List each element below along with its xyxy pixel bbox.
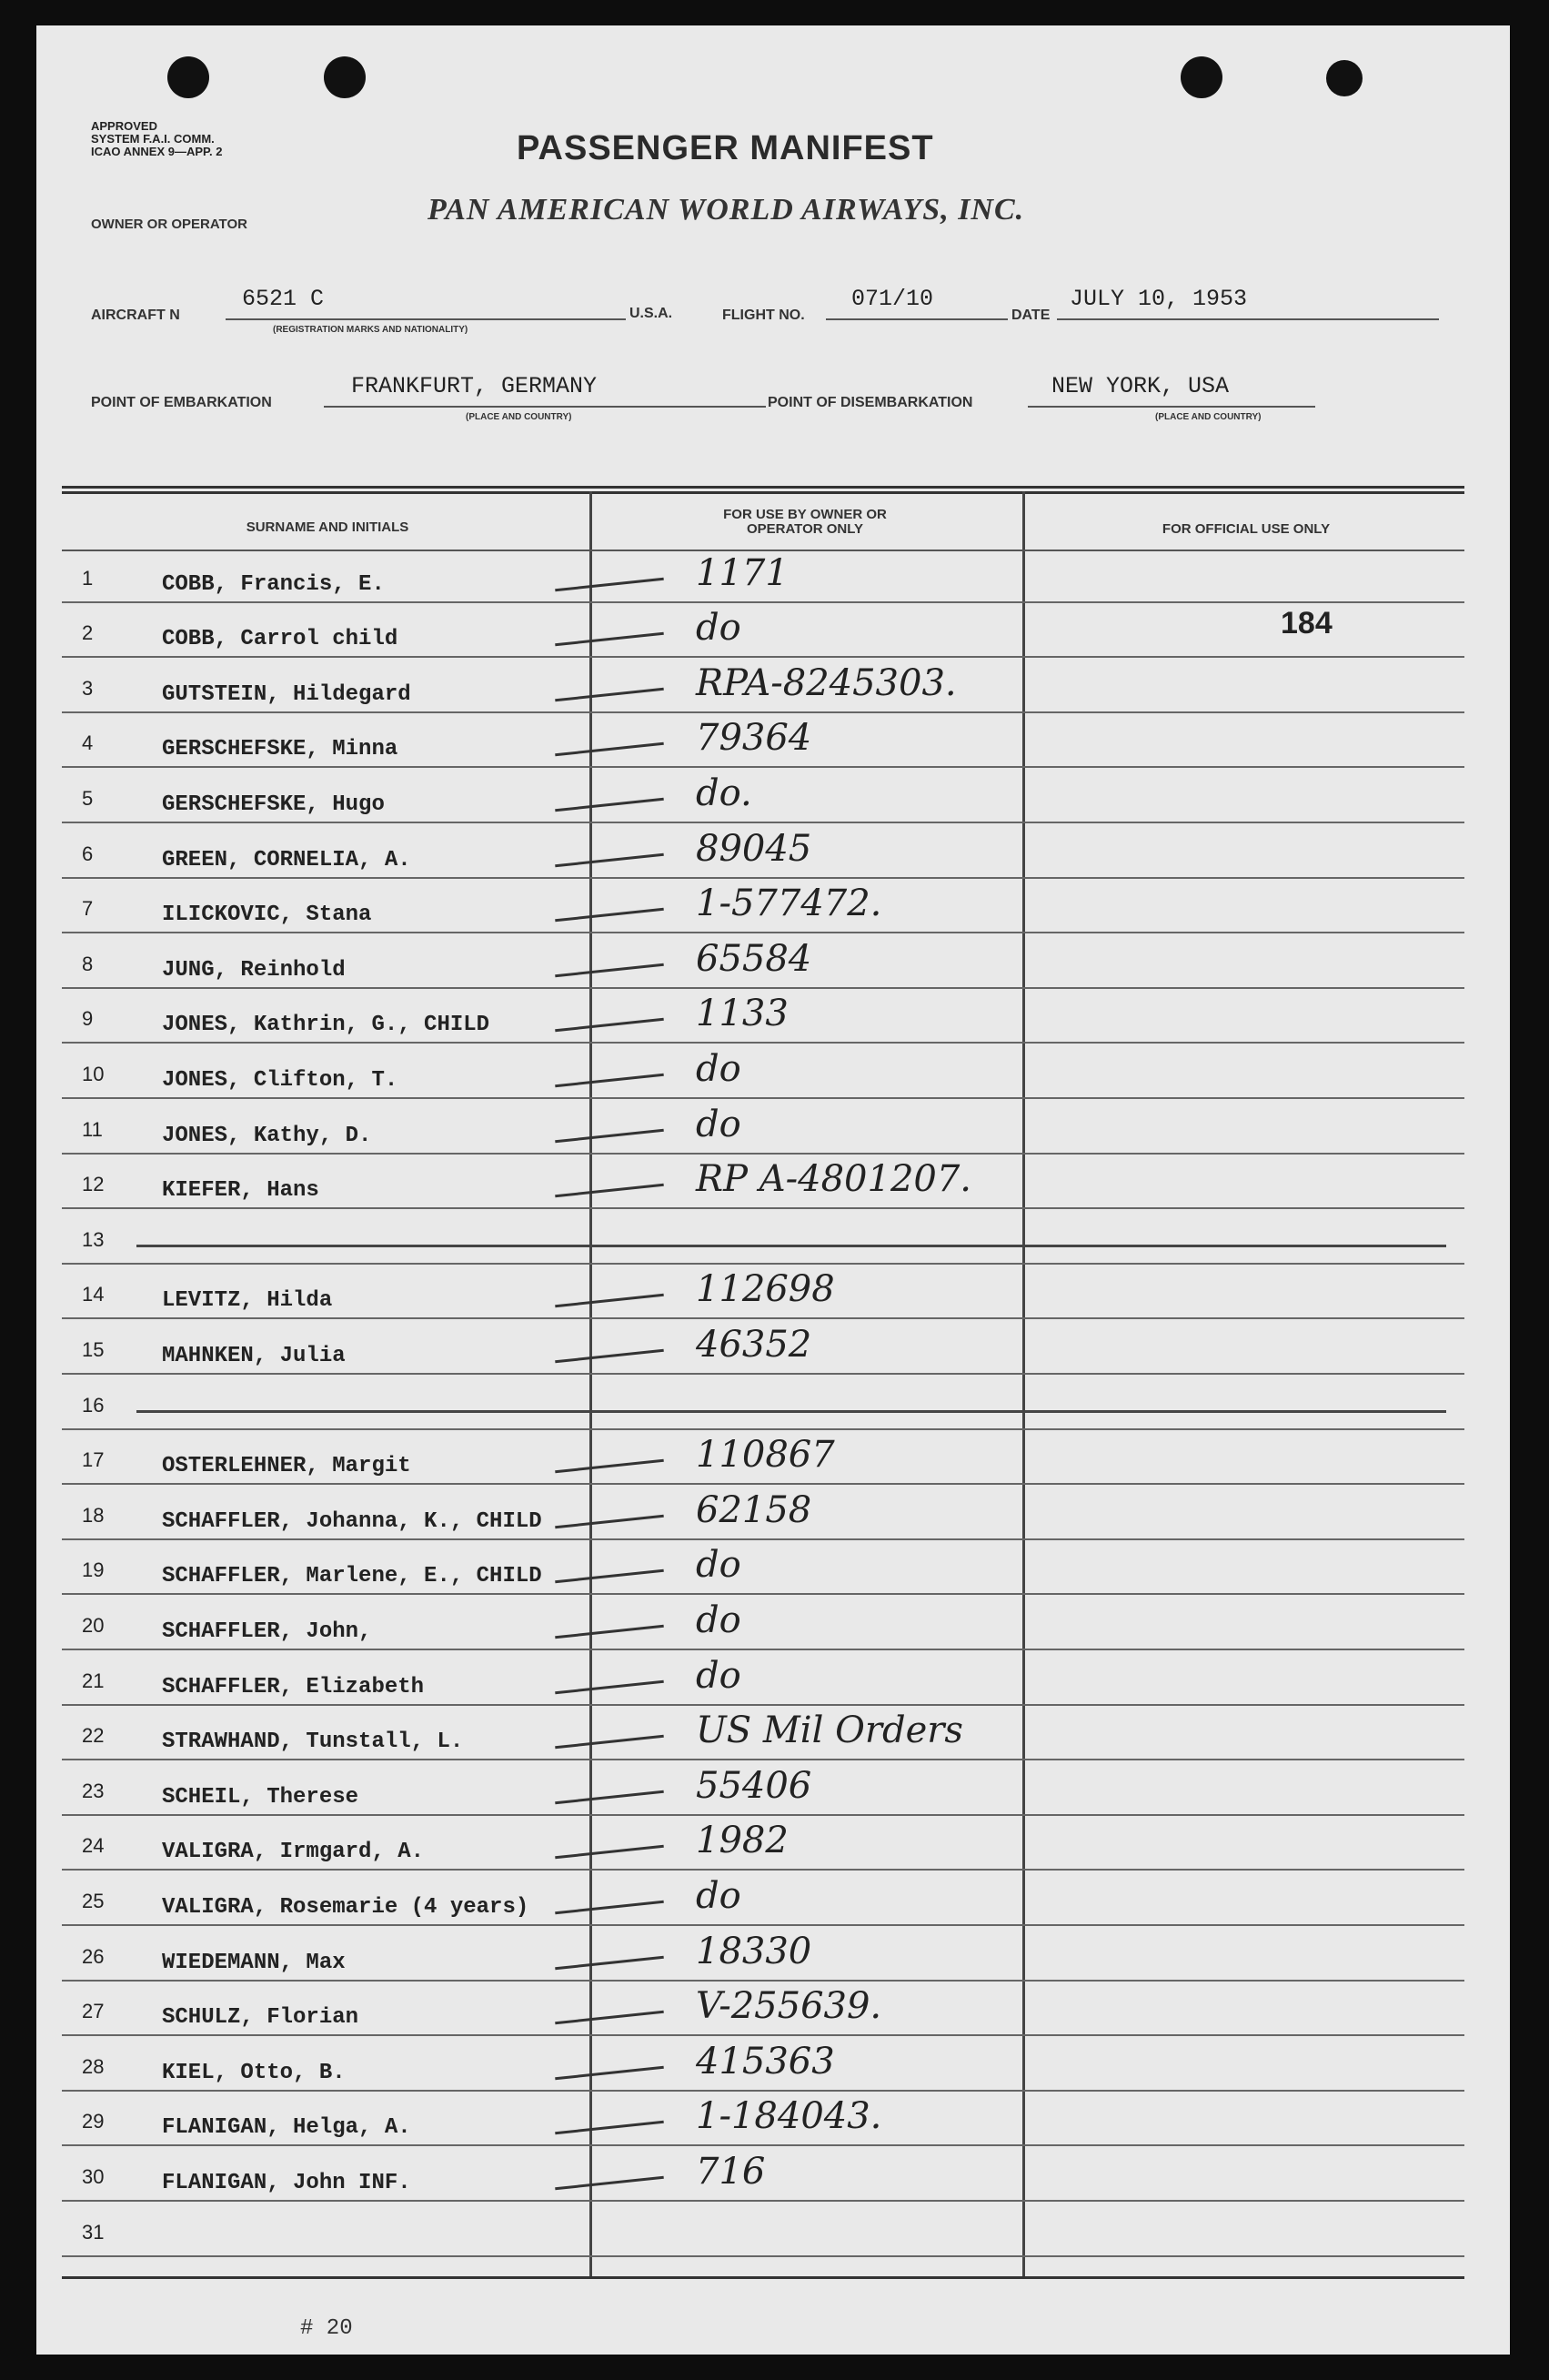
passenger-name: GREEN, CORNELIA, A. [162, 847, 411, 872]
passenger-name: GERSCHEFSKE, Hugo [162, 792, 385, 817]
table-top-rule-2 [62, 491, 1464, 494]
operator-note: RP A-4801207. [696, 1158, 972, 1201]
operator-note: 110867 [696, 1434, 835, 1477]
row-number: 4 [82, 731, 94, 755]
row-number: 1 [82, 566, 94, 590]
row-rule [62, 1924, 1464, 1926]
row-rule [62, 766, 1464, 768]
row-rule [62, 1483, 1464, 1485]
punch-hole [324, 56, 366, 98]
embarkation-sublabel: (PLACE AND COUNTRY) [466, 412, 572, 422]
operator-note: do [696, 1544, 741, 1587]
page-title: PASSENGER MANIFEST [517, 129, 934, 167]
row-number: 18 [82, 1503, 105, 1527]
row-number: 9 [82, 1007, 94, 1031]
date-value: JULY 10, 1953 [1070, 286, 1248, 312]
column-header-name: SURNAME AND INITIALS [246, 519, 409, 535]
row-rule [62, 1428, 1464, 1430]
row-rule [62, 1317, 1464, 1319]
embarkation-label: POINT OF EMBARKATION [91, 395, 272, 410]
country-label: U.S.A. [629, 306, 673, 321]
passenger-name: VALIGRA, Irmgard, A. [162, 1840, 425, 1865]
row-number: 27 [82, 2000, 105, 2023]
operator-note: 1-184043. [696, 2095, 882, 2138]
row-rule [62, 1263, 1464, 1265]
strike-line [136, 1245, 1446, 1247]
operator-note: 716 [696, 2151, 766, 2193]
row-rule [62, 2034, 1464, 2036]
row-rule [62, 877, 1464, 879]
row-rule [62, 656, 1464, 658]
flight-value: 071/10 [851, 286, 934, 312]
passenger-name: LEVITZ, Hilda [162, 1288, 333, 1314]
passenger-name: GUTSTEIN, Hildegard [162, 681, 411, 707]
row-rule [62, 2090, 1464, 2092]
passenger-name: STRAWHAND, Tunstall, L. [162, 1730, 464, 1755]
operator-note: 46352 [696, 1324, 812, 1366]
row-rule [62, 1649, 1464, 1650]
row-number: 11 [82, 1117, 103, 1141]
row-number: 17 [82, 1448, 105, 1472]
airline-name: PAN AMERICAN WORLD AIRWAYS, INC. [427, 193, 1025, 227]
disembarkation-value: NEW YORK, USA [1051, 373, 1230, 399]
operator-note: 65584 [696, 937, 812, 980]
punch-hole [167, 56, 209, 98]
operator-note: US Mil Orders [696, 1709, 963, 1752]
operator-note: 1171 [696, 551, 789, 594]
aircraft-value: 6521 C [242, 286, 325, 312]
page-number-note: # 20 [300, 2316, 353, 2341]
row-number: 19 [82, 1558, 105, 1582]
row-rule [62, 2255, 1464, 2257]
operator-note: 112698 [696, 1268, 835, 1311]
row-rule [62, 601, 1464, 603]
passenger-name: JONES, Kathy, D. [162, 1123, 372, 1148]
operator-note: 62158 [696, 1488, 812, 1531]
row-rule [62, 1869, 1464, 1871]
row-rule [62, 2144, 1464, 2146]
row-number: 12 [82, 1173, 105, 1196]
operator-note: 1982 [696, 1820, 789, 1862]
flight-underline [826, 318, 1008, 320]
column-header-official: FOR OFFICIAL USE ONLY [1162, 521, 1331, 537]
operator-note: 79364 [696, 717, 812, 760]
row-number: 3 [82, 676, 94, 700]
column-divider [1022, 491, 1025, 2279]
operator-note: do [696, 1654, 741, 1697]
disembarkation-label: POINT OF DISEMBARKATION [768, 395, 973, 410]
passenger-name: COBB, Francis, E. [162, 571, 385, 597]
row-number: 6 [82, 842, 94, 865]
operator-note: V-255639. [696, 1985, 882, 2028]
aircraft-sublabel: (REGISTRATION MARKS AND NATIONALITY) [273, 325, 468, 335]
row-number: 16 [82, 1393, 105, 1417]
date-label: DATE [1011, 308, 1051, 323]
strike-line [136, 1410, 1446, 1413]
operator-note: RPA-8245303. [696, 661, 957, 704]
row-number: 5 [82, 787, 94, 810]
embarkation-underline [324, 406, 766, 408]
passenger-name: KIEFER, Hans [162, 1178, 319, 1204]
owner-label: OWNER OR OPERATOR [91, 217, 247, 232]
passenger-name: FLANIGAN, Helga, A. [162, 2115, 411, 2141]
aircraft-underline [226, 318, 626, 320]
operator-note: do [696, 607, 741, 650]
row-number: 15 [82, 1338, 105, 1361]
row-number: 26 [82, 1944, 105, 1968]
column-header-owner: FOR USE BY OWNER OR OPERATOR ONLY [723, 507, 887, 537]
row-rule [62, 1373, 1464, 1375]
operator-note: do [696, 1103, 741, 1145]
passenger-name: VALIGRA, Rosemarie (4 years) [162, 1895, 529, 1920]
passenger-name: SCHAFFLER, Elizabeth [162, 1674, 425, 1699]
row-rule [62, 822, 1464, 823]
operator-note: 89045 [696, 827, 812, 870]
passenger-name: SCHULZ, Florian [162, 2005, 359, 2031]
row-number: 20 [82, 1614, 105, 1637]
official-note: 184 [1281, 606, 1333, 640]
row-number: 29 [82, 2110, 105, 2133]
row-rule [62, 1097, 1464, 1099]
date-underline [1057, 318, 1439, 320]
operator-note: do [696, 1599, 741, 1641]
row-rule [62, 1814, 1464, 1816]
row-rule [62, 711, 1464, 713]
punch-hole [1326, 60, 1363, 96]
operator-note: do. [696, 772, 752, 814]
row-number: 31 [82, 2220, 105, 2244]
punch-hole [1181, 56, 1222, 98]
row-rule [62, 1538, 1464, 1540]
table-top-rule [62, 486, 1464, 489]
passenger-name: FLANIGAN, John INF. [162, 2171, 411, 2195]
passenger-name: SCHAFFLER, Johanna, K., CHILD [162, 1508, 542, 1534]
operator-note: do [696, 1048, 741, 1090]
row-rule [62, 1207, 1464, 1209]
embarkation-value: FRANKFURT, GERMANY [351, 373, 598, 399]
flight-label: FLIGHT NO. [722, 308, 805, 323]
row-number: 24 [82, 1834, 105, 1858]
row-number: 22 [82, 1724, 105, 1748]
row-rule [62, 987, 1464, 989]
row-rule [62, 1759, 1464, 1760]
row-rule [62, 1593, 1464, 1595]
row-rule [62, 1704, 1464, 1706]
passenger-name: SCHEIL, Therese [162, 1784, 359, 1810]
passenger-name: JONES, Kathrin, G., CHILD [162, 1013, 490, 1038]
column-divider [589, 491, 592, 2279]
row-rule [62, 1153, 1464, 1155]
operator-note: 1133 [696, 993, 789, 1035]
row-rule [62, 932, 1464, 933]
disembarkation-underline [1028, 406, 1315, 408]
row-number: 30 [82, 2165, 105, 2188]
row-rule [62, 2200, 1464, 2202]
passenger-name: OSTERLEHNER, Margit [162, 1454, 411, 1479]
row-number: 14 [82, 1283, 105, 1306]
operator-note: 415363 [696, 2040, 835, 2082]
row-number: 2 [82, 621, 94, 645]
operator-note: 1-577472. [696, 882, 882, 925]
row-rule [62, 1980, 1464, 1982]
passenger-name: SCHAFFLER, John, [162, 1619, 372, 1644]
row-number: 10 [82, 1063, 105, 1085]
row-number: 13 [82, 1227, 105, 1251]
aircraft-label: AIRCRAFT N [91, 308, 180, 323]
row-number: 7 [82, 897, 94, 921]
row-number: 21 [82, 1669, 105, 1692]
passenger-name: JONES, Clifton, T. [162, 1068, 398, 1093]
disembarkation-sublabel: (PLACE AND COUNTRY) [1155, 412, 1262, 422]
passenger-name: MAHNKEN, Julia [162, 1344, 346, 1368]
passenger-name: WIEDEMANN, Max [162, 1950, 346, 1975]
passenger-name: GERSCHEFSKE, Minna [162, 737, 398, 762]
row-number: 8 [82, 952, 94, 975]
passenger-name: ILICKOVIC, Stana [162, 903, 372, 928]
operator-note: 18330 [696, 1930, 812, 1972]
row-rule [62, 1042, 1464, 1044]
operator-note: do [696, 1875, 741, 1917]
passenger-name: SCHAFFLER, Marlene, E., CHILD [162, 1564, 542, 1589]
table-bottom-rule [62, 2276, 1464, 2279]
passenger-name: JUNG, Reinhold [162, 957, 346, 983]
passenger-name: COBB, Carrol child [162, 627, 398, 652]
row-number: 28 [82, 2054, 105, 2078]
operator-note: 55406 [696, 1764, 812, 1807]
row-number: 25 [82, 1890, 105, 1912]
approval-note: APPROVED SYSTEM F.A.I. COMM. ICAO ANNEX 9—APP. 2 [91, 119, 223, 158]
passenger-name: KIEL, Otto, B. [162, 2060, 346, 2085]
row-number: 23 [82, 1779, 105, 1802]
